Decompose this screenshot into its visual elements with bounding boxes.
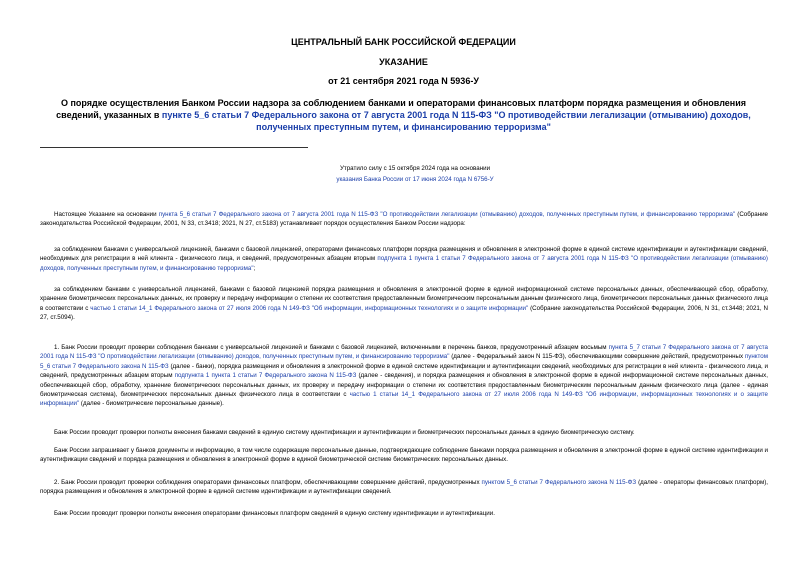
paragraph-text: (далее - биометрические персональные данные). — [79, 400, 224, 408]
invalidation-text: Утратило силу с 15 октября 2024 года на основании — [339, 165, 491, 172]
paragraph-text: (далее - Федеральный закон N 115-ФЗ), обеспечивающими совершение действий, предусмотренных — [449, 353, 745, 361]
paragraph-text: за соблюдением банками с универсальной лицензией, банками с базовой лицензией, операторами финансовых платформ порядка размещения и обновления в электронной форме в единой системе идентификации и аутентификации сведений, необходимых для регистрации в ней клиента - физического лица, и сведений, предусмотренных абзацем вторым — [40, 246, 768, 263]
paragraph-text: (Собрание законодательства Российской Федерации, 2001, N 33, ст.3418; 2021, N 27, ст.5183) устанавливает порядок осуществления Банком России надзора: — [40, 211, 768, 228]
document-kind-heading: УКАЗАНИЕ — [379, 57, 428, 67]
invalidation-link[interactable]: указания Банка России от 17 июня 2024 года N 6756-У — [336, 176, 494, 183]
clause-1-paragraph-b: Банк России проводит проверки полноты внесения банками сведений в единую систему идентификации и аутентификации и биометрических персональных данных в единую биометрическую систему. — [54, 429, 635, 436]
law-link[interactable]: пункта 5_7 статьи 7 Федерального закона от 7 августа 2001 года N 115-ФЗ "О противодействии легализации (отмыванию) доходов, полученных преступным путем, и финансированию терроризма" — [40, 344, 769, 361]
document-number-heading: от 21 сентября 2021 года N 5936-У — [328, 76, 479, 86]
clause-1-paragraph-c: Банк России запрашивает у банков документы и информацию, в том числе содержащие персональные данные, подтверждающие соблюдение банками порядка размещения и обновления в электронной форме в единой системе идентификации и аутентификации сведений и порядка размещения и обновления в электронной форме в единой биометрической системе биометрических персональных данных. — [40, 447, 768, 464]
separator-line — [40, 147, 308, 148]
paragraph-text: (далее - банки), порядка размещения и обновления в электронной форме в единой системе идентификации и аутентификации сведений, необходимых для регистрации в ней клиента - физического лица, и сведений, предусмотренных абзацем вторым — [40, 362, 768, 380]
law-link[interactable]: подпункта 1 пункта 1 статьи 7 Федерального закона N 115-ФЗ — [174, 372, 357, 380]
document-title — [44, 97, 763, 133]
law-link[interactable]: частью 1 статьи 14_1 Федерального закона от 27 июля 2006 года N 149-ФЗ "Об информации, информационных технологиях и о защите информации" — [40, 391, 768, 408]
intro-paragraph — [40, 210, 768, 229]
paragraph-text: за соблюдением банками с универсальной лицензией, банками с базовой лицензией порядка размещения и обновления в электронной форме в единой информационной системе персональных данных, обеспечивающей сбор, обработку, хранение биометрических персональных данных, их проверку и передачу информации о степени их соответствия предоставленным биометрическим персональным данным физического лица, биометрических персональных данных физического лица в соответствии с — [40, 286, 768, 312]
paragraph-text: 2. Банк России проводит проверки соблюдения операторами финансовых платформ, обеспечивающими совершение действий, предусмотренных — [54, 479, 482, 486]
paragraph-text: (далее - сведения), и порядка размещения и обновления в электронной форме в единой информационной системе персональных данных, обеспечивающей сбор, обработку, хранение биометрических персональных данных, их проверку и передачу информации о степени их соответствия предоставленным биометрическим персональным данным физического лица (далее - единая биометрическая система), биометрических персональных данных физического лица в соответствии с — [40, 372, 768, 399]
law-link[interactable]: подпункта 1 пункта 1 статьи 7 Федерального закона от 7 августа 2001 года N 115-ФЗ "О противодействии легализации (отмыванию) доходов, полученных преступным путем, и финансированию терроризма" — [40, 255, 768, 272]
paragraph-text: ; — [253, 264, 256, 272]
paragraph-text: (далее - операторы финансовых платформ), порядка размещения и обновления в электронной форме в единой системе идентификации и аутентификации сведений. — [40, 479, 768, 496]
organization-heading: ЦЕНТРАЛЬНЫЙ БАНК РОССИЙСКОЙ ФЕДЕРАЦИИ — [291, 37, 516, 47]
law-link[interactable]: пункта 5_6 статьи 7 Федерального закона от 7 августа 2001 года N 115-ФЗ "О противодействии легализации (отмыванию) доходов, полученных преступным путем, и финансированию терроризма" — [158, 211, 736, 218]
title-text: О порядке осуществления Банком России надзора за соблюдением банками и операторами финансовых платформ порядка размещения и обновления сведений, указанных в — [56, 98, 747, 120]
title-law-link[interactable]: пункте 5_6 статьи 7 Федерального закона от 7 августа 2001 года N 115-ФЗ "О противодействии легализации (отмыванию) доходов, полученных преступным путем, и финансированию терроризма" — [161, 110, 751, 132]
law-link[interactable]: пунктом 5_6 статьи 7 Федерального закона N 115-ФЗ — [40, 353, 768, 370]
clause-2-paragraph-b: Банк России проводит проверки полноты внесения операторами финансовых платформ сведений в единую систему идентификации и аутентификации. — [54, 510, 495, 517]
item-a-paragraph — [40, 245, 768, 273]
item-b-paragraph — [40, 285, 768, 323]
paragraph-text: 1. Банк России проводит проверки соблюдения банками с универсальной лицензией и банками с базовой лицензией, включенными в перечень банков, предусмотренный абзацем восьмым — [54, 344, 609, 351]
paragraph-text: Настоящее Указание на основании — [54, 211, 159, 218]
clause-1-paragraph — [40, 343, 768, 409]
invalidation-note — [300, 163, 530, 185]
law-link[interactable]: частью 1 статьи 14_1 Федерального закона от 27 июля 2006 года N 149-ФЗ "Об информации, информационных технологиях и о защите информации" — [90, 304, 529, 312]
clause-2-paragraph — [40, 478, 768, 497]
paragraph-text: (Собрание законодательства Российской Федерации, 2006, N 31, ст.3448; 2021, N 27, ст.5094). — [40, 304, 768, 322]
law-link[interactable]: пунктом 5_6 статьи 7 Федерального закона N 115-ФЗ — [481, 479, 637, 486]
